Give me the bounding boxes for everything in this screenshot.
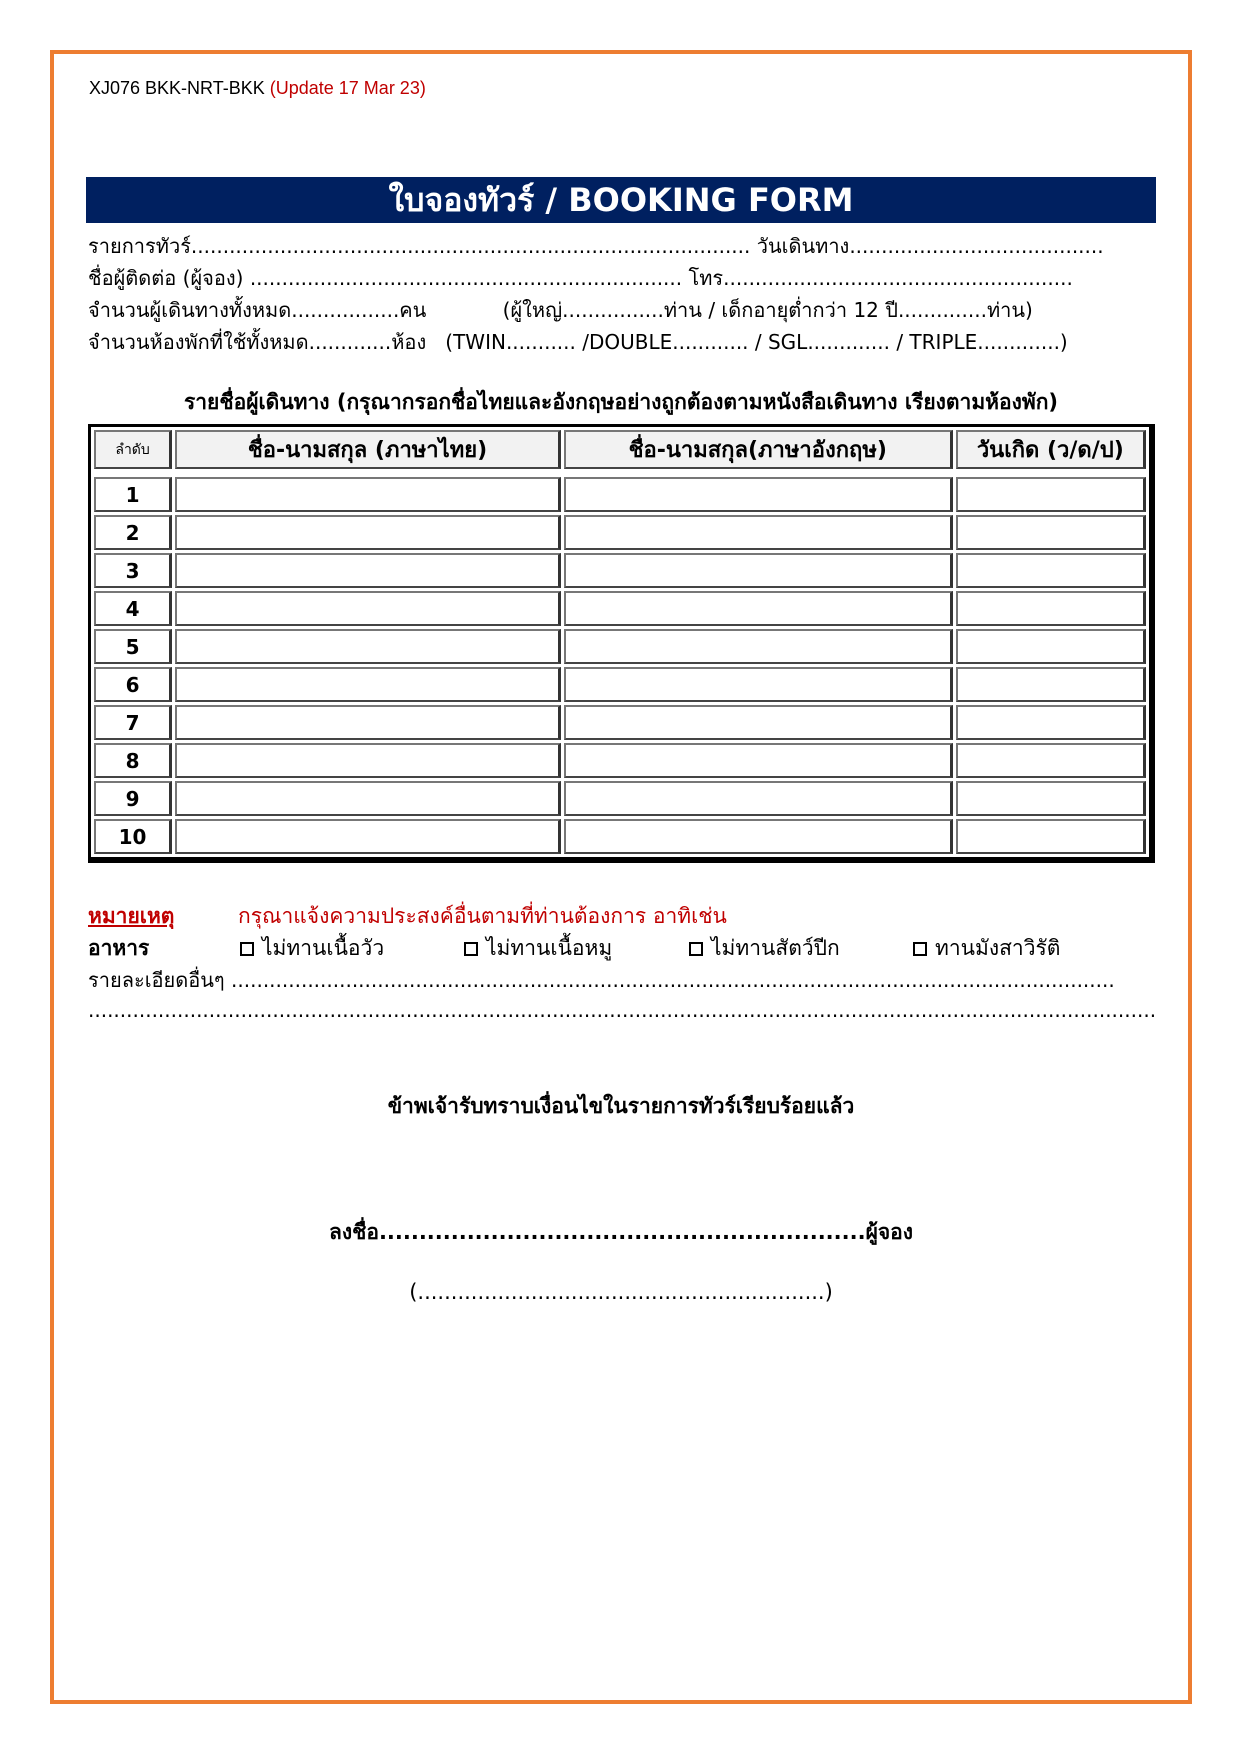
signature-name-line[interactable]: (.............................................................): [409, 1280, 833, 1304]
checkbox[interactable]: [240, 942, 254, 956]
thai-name-cell[interactable]: [175, 667, 561, 702]
birthdate-cell[interactable]: [956, 477, 1146, 512]
traveler-count-field[interactable]: จำนวนผู้เดินทางทั้งหมด.................คน (ผู้ใหญ่................ท่าน / เด็กอายุต่ำกว่า 12 ปี..............ท่าน): [88, 298, 1033, 322]
thai-name-cell[interactable]: [175, 515, 561, 550]
row-number: 2: [94, 515, 172, 550]
acknowledgement-text: ข้าพเจ้ารับทราบเงื่อนไขในรายการทัวร์เรียบร้อยแล้ว: [387, 1094, 855, 1118]
birthdate-cell[interactable]: [956, 591, 1146, 626]
english-name-cell[interactable]: [564, 629, 953, 664]
birthdate-cell[interactable]: [956, 629, 1146, 664]
english-name-cell[interactable]: [564, 591, 953, 626]
food-option-label: ทานมังสาวิรัติ: [935, 936, 1061, 960]
row-number: 3: [94, 553, 172, 588]
table-row: [94, 667, 1146, 702]
checkbox[interactable]: [913, 942, 927, 956]
row-number: 4: [94, 591, 172, 626]
tour-code: XJ076 BKK-NRT-BKK: [89, 78, 270, 98]
thai-name-cell[interactable]: [175, 477, 561, 512]
english-name-cell[interactable]: [564, 515, 953, 550]
food-option-no-beef[interactable]: [240, 932, 384, 965]
food-option-no-poultry[interactable]: [689, 932, 840, 965]
english-name-cell[interactable]: [564, 781, 953, 816]
col-header-thai-name: ชื่อ-นามสกุล (ภาษาไทย): [175, 430, 561, 469]
english-name-cell[interactable]: [564, 819, 953, 854]
table-row: [94, 705, 1146, 740]
tour-program-field[interactable]: รายการทัวร์........................................................................................ วันเดินทาง........................................: [88, 234, 1104, 258]
food-option-no-pork[interactable]: [464, 932, 612, 965]
english-name-cell[interactable]: [564, 667, 953, 702]
birthdate-cell[interactable]: [956, 515, 1146, 550]
english-name-cell[interactable]: [564, 477, 953, 512]
other-details-field[interactable]: รายละเอียดอื่นๆ ...........................................................................................................................................: [88, 968, 1115, 992]
col-header-english-name: ชื่อ-นามสกุล(ภาษาอังกฤษ): [564, 430, 953, 469]
table-header-row: [94, 430, 1146, 469]
birthdate-cell[interactable]: [956, 819, 1146, 854]
birthdate-cell[interactable]: [956, 781, 1146, 816]
passenger-table: [88, 424, 1155, 863]
thai-name-cell[interactable]: [175, 781, 561, 816]
tour-code-header: [89, 78, 426, 99]
english-name-cell[interactable]: [564, 743, 953, 778]
checkbox[interactable]: [464, 942, 478, 956]
thai-name-cell[interactable]: [175, 591, 561, 626]
food-option-label: ไม่ทานเนื้อหมู: [486, 936, 613, 960]
row-number: 1: [94, 477, 172, 512]
remarks-text: กรุณาแจ้งความประสงค์อื่นตามที่ท่านต้องการ อาทิเช่น: [238, 904, 727, 928]
row-number: 8: [94, 743, 172, 778]
table-row: [94, 781, 1146, 816]
thai-name-cell[interactable]: [175, 819, 561, 854]
passenger-list-heading: รายชื่อผู้เดินทาง (กรุณากรอกชื่อไทยและอังกฤษอย่างถูกต้องตามหนังสือเดินทาง เรียงตามห้องพัก): [183, 390, 1059, 414]
table-row: [94, 743, 1146, 778]
row-number: 6: [94, 667, 172, 702]
remarks-label: หมายเหตุ: [88, 904, 175, 928]
table-row: [94, 629, 1146, 664]
row-number: 10: [94, 819, 172, 854]
table-row: [94, 819, 1146, 854]
row-number: 5: [94, 629, 172, 664]
birthdate-cell[interactable]: [956, 705, 1146, 740]
english-name-cell[interactable]: [564, 553, 953, 588]
thai-name-cell[interactable]: [175, 553, 561, 588]
checkbox[interactable]: [689, 942, 703, 956]
birthdate-cell[interactable]: [956, 553, 1146, 588]
food-option-label: ไม่ทานเนื้อวัว: [262, 936, 385, 960]
birthdate-cell[interactable]: [956, 667, 1146, 702]
col-header-number: ลำดับ: [94, 430, 172, 469]
form-title: ใบจองทัวร์ / BOOKING FORM: [86, 177, 1156, 223]
food-option-label: ไม่ทานสัตว์ปีก: [711, 936, 840, 960]
table-row: [94, 515, 1146, 550]
update-date: (Update 17 Mar 23): [269, 78, 426, 98]
birthdate-cell[interactable]: [956, 743, 1146, 778]
table-row: [94, 477, 1146, 512]
room-count-field[interactable]: จำนวนห้องพักที่ใช้ทั้งหมด.............ห้อง (TWIN........... /DOUBLE............ / SGL............. / TRIPLE.............): [88, 330, 1068, 354]
thai-name-cell[interactable]: [175, 705, 561, 740]
thai-name-cell[interactable]: [175, 629, 561, 664]
food-option-vegetarian[interactable]: [913, 932, 1060, 965]
table-row: [94, 591, 1146, 626]
signature-line[interactable]: ลงชื่อ.............................................................ผู้จอง: [328, 1220, 914, 1244]
other-details-line2[interactable]: ........................................................................................................................................................................: [88, 998, 1157, 1022]
english-name-cell[interactable]: [564, 705, 953, 740]
col-header-birthdate: วันเกิด (ว/ด/ป): [956, 430, 1146, 469]
food-label: อาหาร: [88, 936, 150, 960]
thai-name-cell[interactable]: [175, 743, 561, 778]
row-number: 7: [94, 705, 172, 740]
table-row: [94, 553, 1146, 588]
contact-name-field[interactable]: ชื่อผู้ติดต่อ (ผู้จอง) .................................................................... โทร.......................................................: [88, 266, 1073, 290]
row-number: 9: [94, 781, 172, 816]
